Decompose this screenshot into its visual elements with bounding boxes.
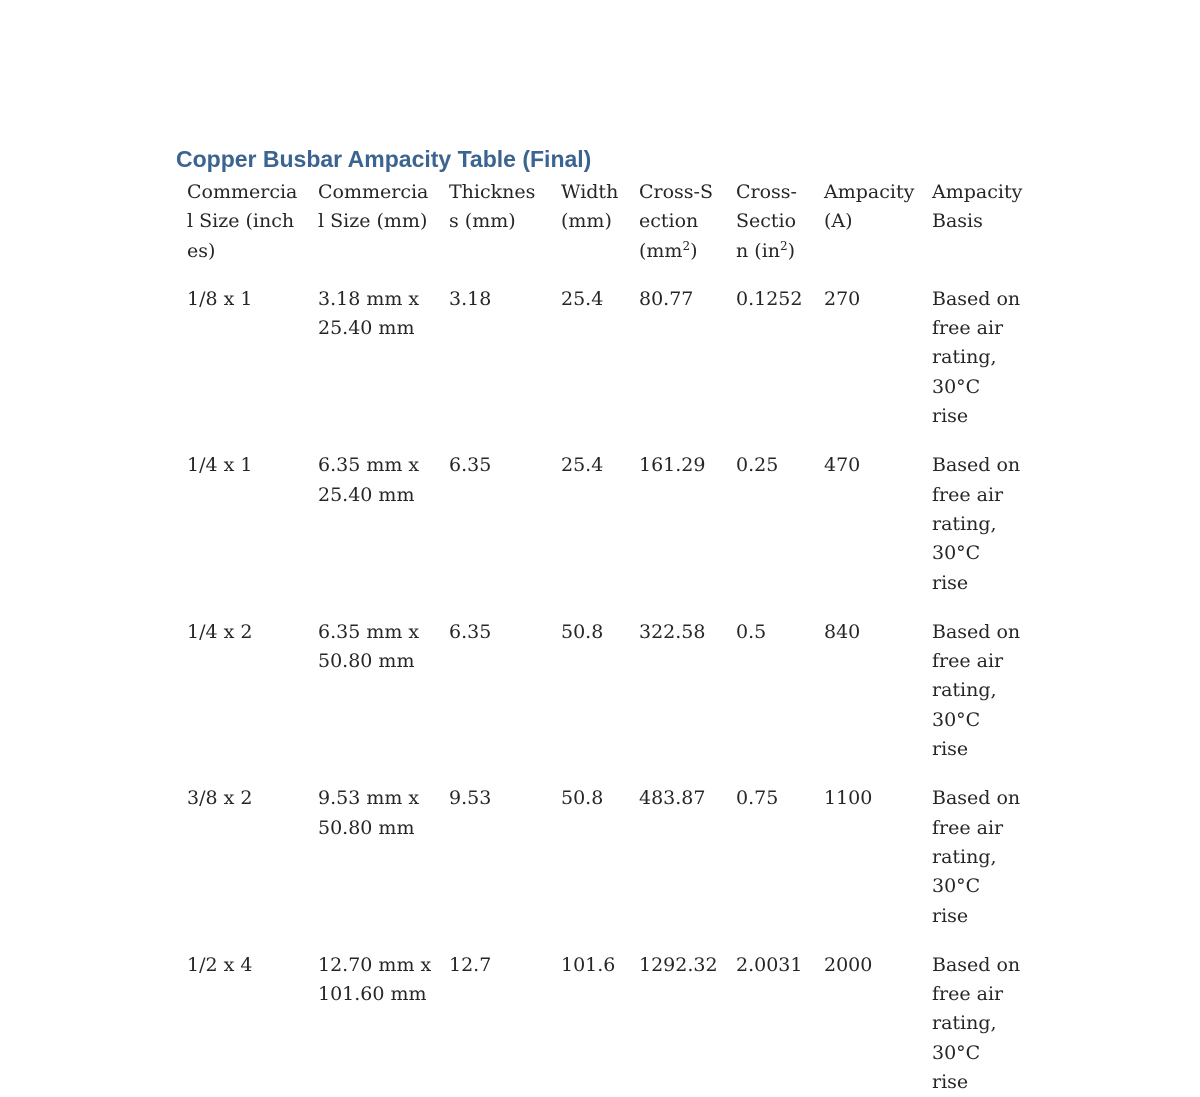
cell-cross-section-in2: 0.25 (736, 454, 779, 477)
cell-commercial-size-inches: 1/8 x 1 (187, 287, 253, 310)
cell-commercial-size-mm: 12.70 mm x 101.60 mm (318, 953, 432, 1006)
cell-cross-section-mm2: 483.87 (639, 787, 706, 810)
cell-commercial-size-inches: 1/2 x 4 (187, 953, 253, 976)
cell-cross-section-in2: 0.5 (736, 620, 767, 643)
header-thickness: Thickness (mm) (449, 181, 536, 233)
header-commercial-size-inches: Commercial Size (inches) (187, 181, 298, 262)
cell-width: 50.8 (561, 787, 604, 810)
cell-cross-section-mm2: 1292.32 (639, 953, 718, 976)
ampacity-table (176, 178, 1028, 1097)
header-cross-section-in2: Cross-Section $(in^2)$ (736, 181, 797, 262)
cell-width: 50.8 (561, 620, 604, 643)
table-row (176, 618, 1028, 784)
table-row (176, 951, 1028, 1097)
cell-thickness: 3.18 (449, 287, 492, 310)
cell-commercial-size-inches: 3/8 x 2 (187, 787, 253, 810)
cell-ampacity: 1100 (824, 787, 873, 810)
cell-ampacity-basis: Based on free air rating, 30°C rise (932, 953, 1021, 1094)
header-ampacity: Ampacity (A) (824, 181, 915, 233)
cell-ampacity-basis: Based on free air rating, 30°C rise (932, 787, 1021, 927)
header-commercial-size-mm: Commercial Size (mm) (318, 181, 429, 233)
cell-ampacity: 840 (824, 620, 861, 643)
cell-ampacity-basis: Based on free air rating, 30°C rise (932, 620, 1021, 761)
cell-cross-section-mm2: 161.29 (639, 454, 706, 477)
cell-ampacity-basis: Based on free air rating, 30°C rise (932, 287, 1021, 428)
cell-commercial-size-mm: 9.53 mm x 50.80 mm (318, 787, 420, 839)
cell-ampacity: 2000 (824, 953, 873, 976)
cell-commercial-size-inches: 1/4 x 2 (187, 620, 253, 643)
header-cross-section-mm2: Cross-Section $(mm^2)$ (639, 181, 713, 262)
cell-cross-section-mm2: 322.58 (639, 620, 706, 643)
cell-commercial-size-mm: 3.18 mm x 25.40 mm (318, 287, 420, 340)
cell-thickness: 6.35 (449, 454, 492, 477)
cell-cross-section-in2: 2.0031 (736, 953, 803, 976)
table-row (176, 784, 1028, 950)
cell-width: 25.4 (561, 287, 604, 310)
cell-commercial-size-mm: 6.35 mm x 25.40 mm (318, 454, 420, 506)
cell-width: 25.4 (561, 454, 604, 477)
table-body (176, 285, 1028, 1097)
cell-thickness: 9.53 (449, 787, 492, 810)
header-ampacity-basis: Ampacity Basis (932, 181, 1023, 233)
cell-ampacity-basis: Based on free air rating, 30°C rise (932, 454, 1021, 594)
cell-ampacity: 270 (824, 287, 861, 310)
header-width: Width (mm) (561, 181, 619, 233)
table-row (176, 451, 1028, 617)
table-row (176, 285, 1028, 451)
document-title: Copper Busbar Ampacity Table (Final) (176, 146, 592, 172)
cell-cross-section-in2: 0.1252 (736, 287, 803, 310)
header-row (176, 178, 1028, 285)
cell-thickness: 6.35 (449, 620, 492, 643)
cell-width: 101.6 (561, 953, 616, 976)
cell-commercial-size-mm: 6.35 mm x 50.80 mm (318, 620, 420, 673)
cell-cross-section-mm2: 80.77 (639, 287, 694, 310)
cell-thickness: 12.7 (449, 953, 492, 976)
table-header (176, 178, 1028, 285)
cell-ampacity: 470 (824, 454, 861, 477)
cell-commercial-size-inches: 1/4 x 1 (187, 454, 253, 477)
cell-cross-section-in2: 0.75 (736, 787, 779, 810)
